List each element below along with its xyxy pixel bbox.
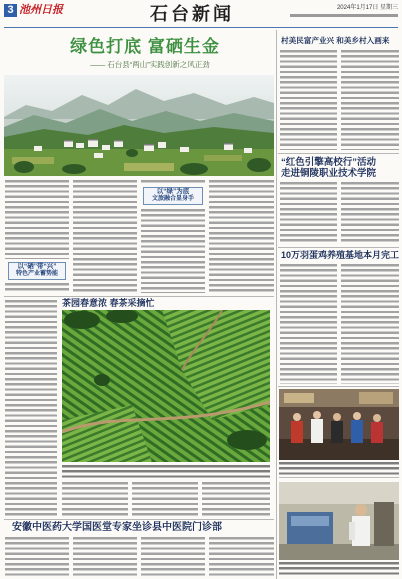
right-headline-3: 10万羽蛋鸡养殖基地本月完工 (281, 250, 400, 260)
feature-text-col-2 (73, 180, 137, 293)
landscape-photo (4, 75, 274, 176)
masthead-logo: 池州日报 (19, 3, 63, 16)
feature-text-col-3 (141, 209, 205, 293)
tea-text-col-left (5, 300, 57, 517)
subhead-left-line1: 以“硒”带“兴” (17, 263, 57, 270)
right-3-text-col-2 (341, 264, 399, 384)
feature-subhead-left (8, 262, 66, 280)
feature-text-col-3a (141, 180, 205, 185)
article-divider (278, 386, 399, 387)
market-photo (279, 389, 399, 460)
article-divider (278, 153, 399, 154)
right-headline-1: 村美民富产业兴 和美乡村入画来 (281, 36, 390, 45)
subhead-mid-line1: 以“绿”为底 (156, 188, 190, 195)
subhead-mid-line2: 文旅融合显身手 (151, 196, 194, 202)
article-divider (278, 247, 399, 248)
section-title: 石台新闻 (150, 4, 234, 24)
subhead-left-line2: 特色产业蓄势能 (15, 271, 58, 277)
workshop-photo (279, 482, 399, 560)
tea-headline: 茶园春意浓 春茶采摘忙 (62, 298, 155, 308)
tea-text-col-3 (202, 482, 270, 517)
workshop-photo-caption (279, 562, 399, 576)
tea-text-col-1 (62, 482, 128, 517)
tea-photo-caption (62, 465, 270, 478)
bottom-headline: 安徽中医药大学国医堂专家坐诊县中医院门诊部 (12, 522, 222, 533)
page-number: 3 (4, 4, 17, 17)
right-2-text-col-1 (280, 182, 337, 244)
right-1-text-col-2 (341, 50, 399, 150)
feature-text-col-1b (5, 283, 69, 293)
feature-headline: 绿色打底 富硒生金 (70, 37, 220, 56)
market-photo-caption (279, 462, 399, 478)
feature-text-col-4 (209, 180, 274, 293)
right-1-text-col-1 (280, 50, 337, 150)
section-divider (4, 519, 274, 520)
tea-text-col-2 (132, 482, 198, 517)
header-rule (4, 27, 398, 28)
bottom-text-col-3 (141, 537, 205, 577)
issue-date: 2024年1月17日 星期三 (336, 5, 398, 11)
feature-subtitle: —— 石台县“两山”实践创新之风正劲 (90, 60, 210, 69)
bottom-text-col-1 (5, 537, 69, 577)
column-divider (276, 30, 277, 579)
bottom-text-col-2 (73, 537, 137, 577)
right-headline-2-line2: 走进铜陵职业技术学院 (281, 168, 377, 179)
tea-garden-photo (62, 310, 270, 462)
feature-text-col-1 (5, 180, 69, 259)
right-headline-2-line1: “红色引擎高校行”活动 (281, 157, 377, 168)
bottom-text-col-4 (209, 537, 274, 577)
feature-subhead-mid (143, 187, 203, 205)
right-3-text-col-1 (280, 264, 337, 384)
editor-credits (290, 14, 398, 17)
right-2-text-col-2 (341, 182, 399, 244)
section-divider (4, 296, 274, 297)
